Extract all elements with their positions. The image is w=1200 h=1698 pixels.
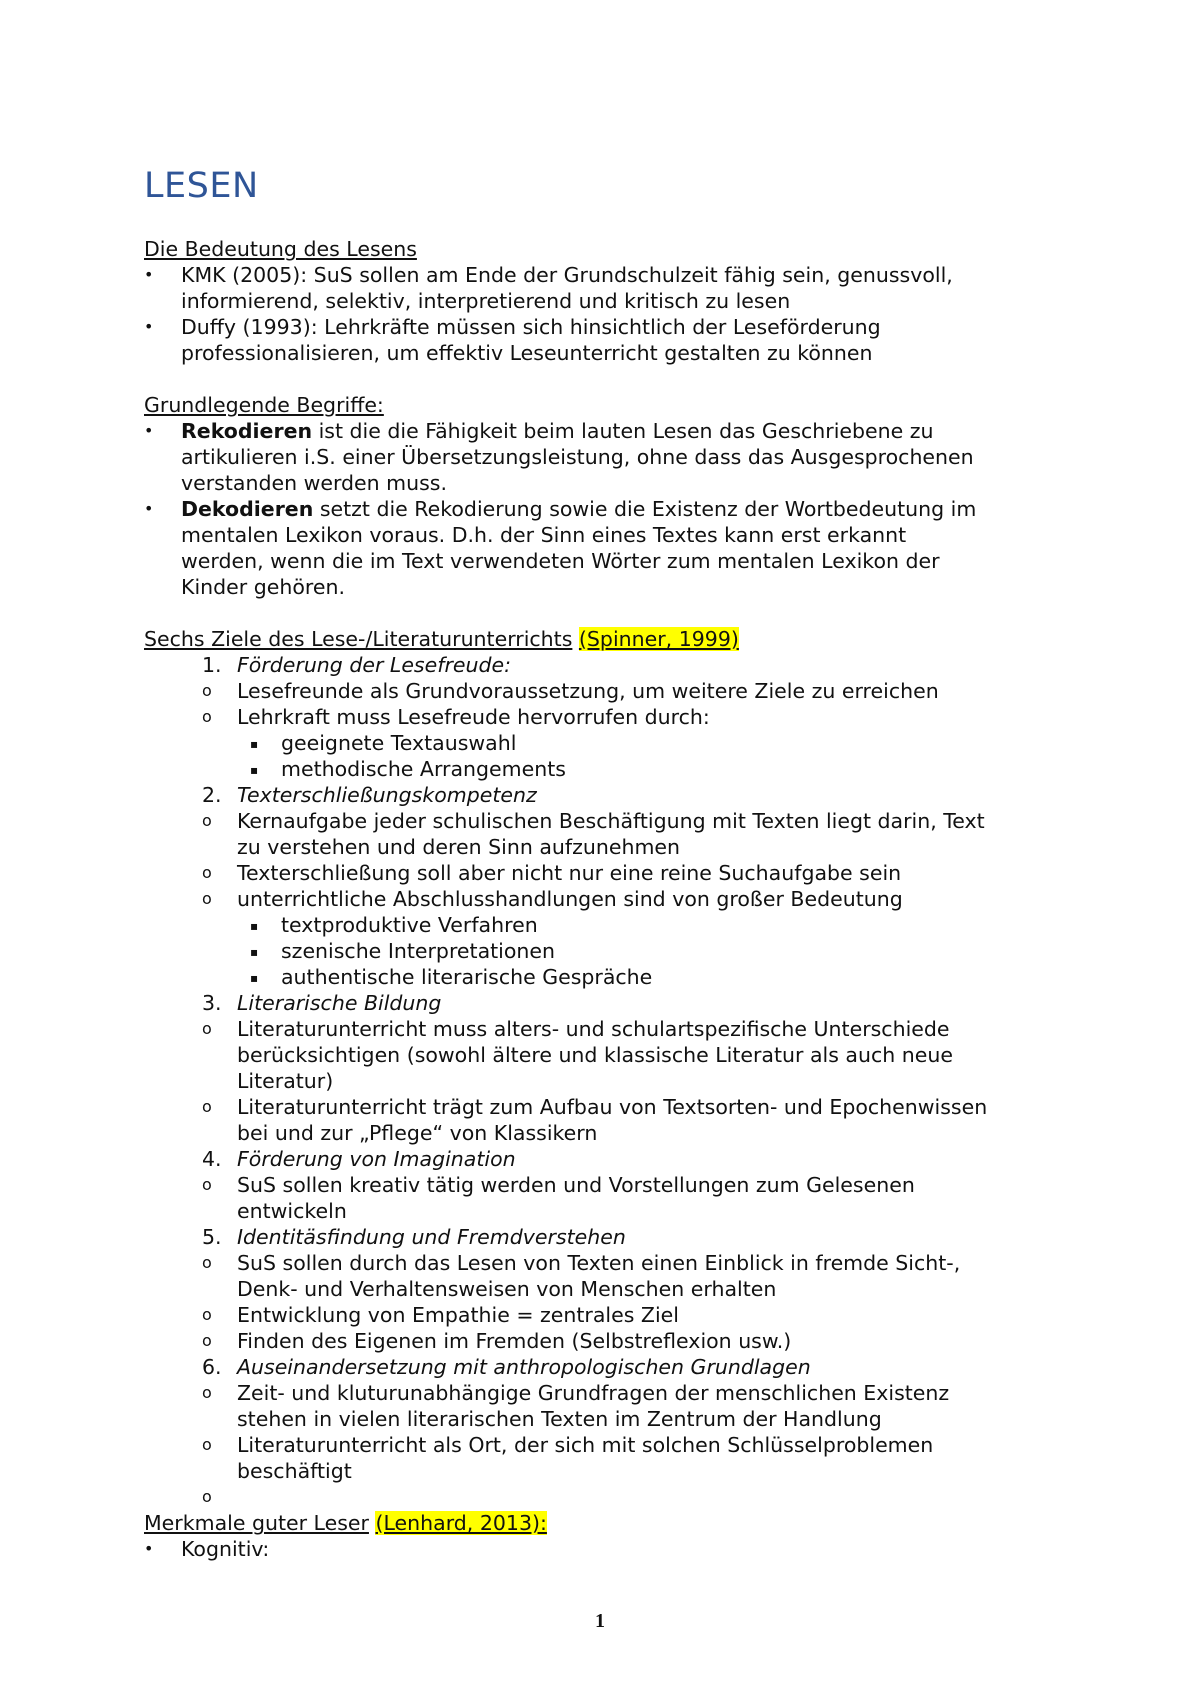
text-line [237,1484,1064,1510]
text-line: Kognitiv: [181,1537,270,1561]
document-title: LESEN [144,166,259,206]
citation: (Lenhard, 2013): [375,1511,547,1535]
list-marker: ▪ [250,737,259,751]
goal-point [144,1432,1064,1484]
text-line: mentalen Lexikon voraus. D.h. der Sinn eines Textes kann erst erkannt [181,523,907,547]
list-marker: ▪ [250,763,259,777]
list-item [144,496,1064,600]
list-marker: 2. [202,783,222,807]
list-marker: • [144,1539,154,1558]
section-heading-row [144,626,1064,652]
list-marker: • [144,317,154,336]
list-item [144,314,1064,366]
text-line: KMK (2005): SuS sollen am Ende der Grundschulzeit fähig sein, genussvoll, [181,263,953,287]
text-line: Identitäsfindung und Fremdverstehen [237,1225,626,1249]
text-line: Kinder gehören. [181,575,345,599]
goal-item [144,652,1064,678]
text-line: Förderung von Imagination [237,1147,516,1171]
list-marker: ▪ [250,971,259,985]
goal-subpoint [144,912,1064,938]
goal-point [144,1094,1064,1146]
text-line: Texterschließung soll aber nicht nur eine reine Suchaufgabe sein [237,861,902,885]
list-marker: o [202,811,212,830]
text-line: bei und zur „Pflege“ von Klassikern [237,1121,598,1145]
list-marker: • [144,421,154,440]
text-line: Lehrkraft muss Lesefreude hervorrufen durch: [237,705,710,729]
text-line: beschäftigt [237,1459,352,1483]
goal-item [144,1354,1064,1380]
list-marker: o [202,1019,212,1038]
goal-point [144,808,1064,860]
text-line: Kernaufgabe jeder schulischen Beschäftigung mit Texten liegt darin, Text [237,809,985,833]
text-line: SuS sollen kreativ tätig werden und Vorstellungen zum Gelesenen [237,1173,915,1197]
goal-subpoint [144,756,1064,782]
section-heading-row [144,392,1064,418]
goal-point [144,704,1064,730]
list-marker: o [202,681,212,700]
section-heading: Sechs Ziele des Lese-/Literaturunterrichts [144,627,573,651]
list-marker: o [202,889,212,908]
list-marker: o [202,1487,212,1506]
section-heading-row [144,1510,1064,1536]
text-line: unterrichtliche Abschlusshandlungen sind von großer Bedeutung [237,887,903,911]
term-text: ist die die Fähigkeit beim lauten Lesen das Geschriebene zu [312,419,934,443]
text-line: Literaturunterricht als Ort, der sich mit solchen Schlüsselproblemen [237,1433,934,1457]
section-heading: Grundlegende Begriffe: [144,393,384,417]
goal-subpoint [144,964,1064,990]
goal-point [144,886,1064,912]
goal-point [144,1172,1064,1224]
list-marker: 5. [202,1225,222,1249]
text-line: Literatur) [237,1069,334,1093]
list-marker: o [202,707,212,726]
goal-item [144,782,1064,808]
text-line: Duffy (1993): Lehrkräfte müssen sich hinsichtlich der Leseförderung [181,315,881,339]
text-line: geeignete Textauswahl [281,731,517,755]
list-marker: o [202,1097,212,1116]
list-marker: 1. [202,653,222,677]
text-line: Auseinandersetzung mit anthropologischen Grundlagen [237,1355,811,1379]
goal-point [144,678,1064,704]
list-marker: o [202,1383,212,1402]
empty-list-item [144,1484,1064,1510]
text-line: Finden des Eigenen im Fremden (Selbstreflexion usw.) [237,1329,792,1353]
list-marker: o [202,863,212,882]
section-heading: Die Bedeutung des Lesens [144,237,417,261]
goal-point [144,860,1064,886]
list-marker: 4. [202,1147,222,1171]
text-line: szenische Interpretationen [281,939,556,963]
text-line: berücksichtigen (sowohl ältere und klassische Literatur als auch neue [237,1043,953,1067]
text-line: Literaturunterricht trägt zum Aufbau von Textsorten- und Epochenwissen [237,1095,988,1119]
goal-point [144,1016,1064,1094]
list-item [144,1536,1064,1562]
text-line: Zeit- und kluturunabhängige Grundfragen der menschlichen Existenz [237,1381,950,1405]
text-line [181,496,1064,522]
goal-subpoint [144,938,1064,964]
text-line: werden, wenn die im Text verwendeten Wörter zum mentalen Lexikon der [181,549,940,573]
text-line: Literaturunterricht muss alters- und schulartspezifische Unterschiede [237,1017,950,1041]
text-line: Denk- und Verhaltensweisen von Menschen erhalten [237,1277,777,1301]
text-line: Entwicklung von Empathie = zentrales Ziel [237,1303,679,1327]
section-heading-row [144,236,1064,262]
list-marker: ▪ [250,919,259,933]
list-marker: • [144,265,154,284]
goal-item [144,1146,1064,1172]
list-marker: • [144,499,154,518]
goal-point [144,1250,1064,1302]
text-line: methodische Arrangements [281,757,566,781]
text-line: Texterschließungskompetenz [237,783,537,807]
section-heading: Merkmale guter Leser [144,1511,369,1535]
text-line: authentische literarische Gespräche [281,965,653,989]
list-marker: o [202,1305,212,1324]
list-marker: o [202,1253,212,1272]
text-line: textproduktive Verfahren [281,913,538,937]
text-line: artikulieren i.S. einer Übersetzungsleistung, ohne dass das Ausgesprochenen [181,445,974,469]
citation: (Spinner, 1999) [578,627,739,651]
goal-item [144,990,1064,1016]
text-line: professionalisieren, um effektiv Leseunterricht gestalten zu können [181,341,873,365]
text-line: Lesefreunde als Grundvoraussetzung, um weitere Ziele zu erreichen [237,679,939,703]
text-line: informierend, selektiv, interpretierend und kritisch zu lesen [181,289,791,313]
text-line: verstanden werden muss. [181,471,447,495]
term: Rekodieren [181,419,313,443]
text-line: zu verstehen und deren Sinn aufzunehmen [237,835,681,859]
blank-line [144,366,1064,392]
blank-line [144,600,1064,626]
list-marker: o [202,1175,212,1194]
document-body [144,236,1064,1562]
list-marker: 3. [202,991,222,1015]
text-line [181,418,1064,444]
text-line: Literarische Bildung [237,991,442,1015]
page-number: 1 [595,1610,605,1632]
list-marker: o [202,1331,212,1350]
goal-subpoint [144,730,1064,756]
list-marker: ▪ [250,945,259,959]
list-item [144,262,1064,314]
text-line: entwickeln [237,1199,347,1223]
goal-point [144,1302,1064,1328]
goal-item [144,1224,1064,1250]
goal-point [144,1380,1064,1432]
text-line: stehen in vielen literarischen Texten im Zentrum der Handlung [237,1407,882,1431]
list-item [144,418,1064,496]
list-marker: o [202,1435,212,1454]
term-text: setzt die Rekodierung sowie die Existenz der Wortbedeutung im [313,497,977,521]
term: Dekodieren [181,497,314,521]
text-line: SuS sollen durch das Lesen von Texten einen Einblick in fremde Sicht-, [237,1251,961,1275]
text-line: Förderung der Lesefreude: [237,653,512,677]
goal-point [144,1328,1064,1354]
list-marker: 6. [202,1355,222,1379]
